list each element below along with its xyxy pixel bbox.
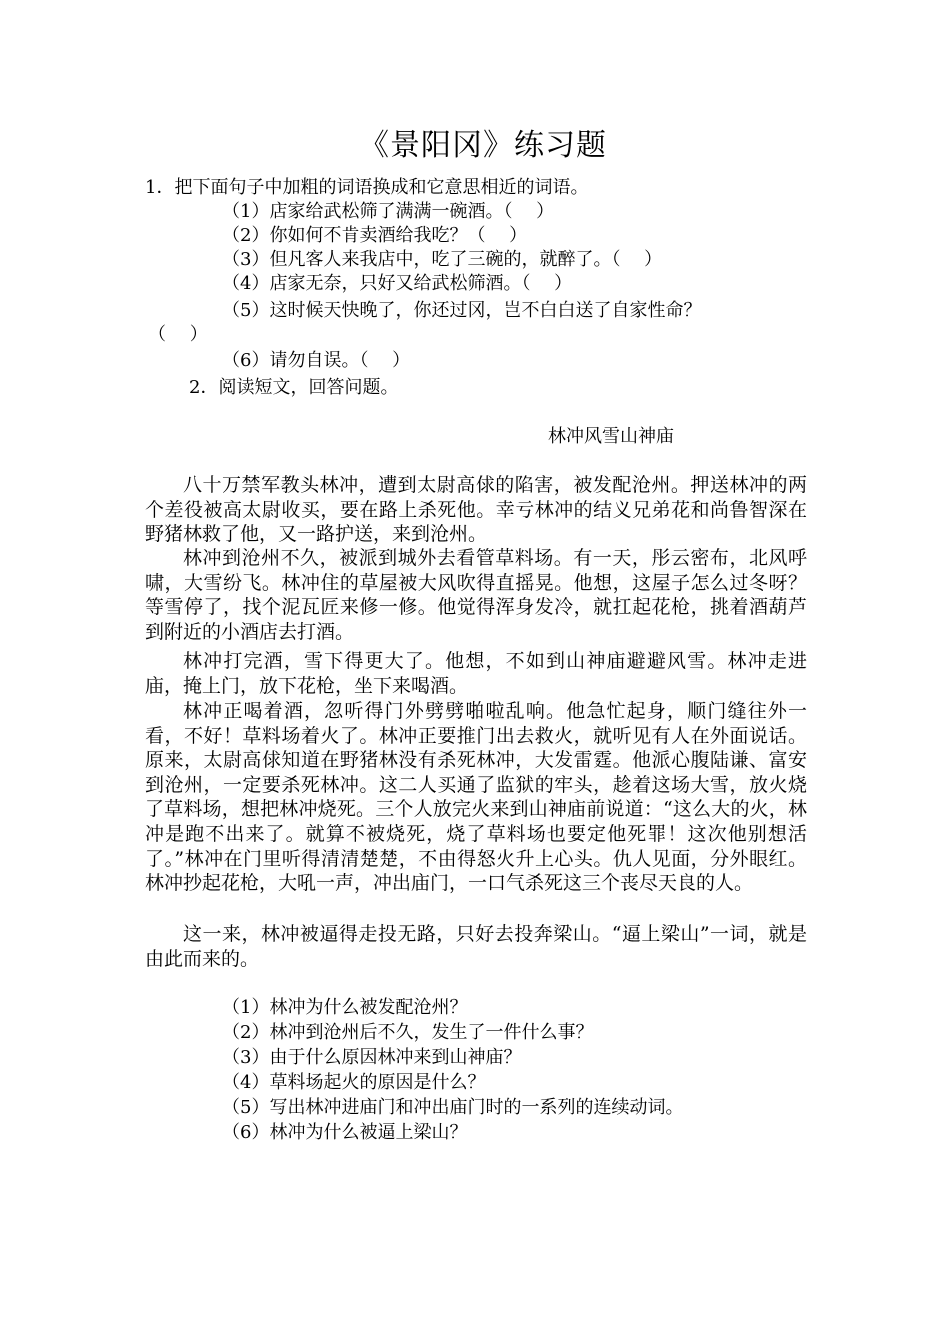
reading-question-4: （4）草料场起火的原因是什么？ (222, 1072, 486, 1093)
article-paragraph: 这一来，林冲被逼得走投无路，只好去投奔梁山。“逼上梁山”一词，就是由此而来的。 (145, 923, 807, 970)
article-paragraph: 林冲打完酒，雪下得更大了。他想，不如到山神庙避避风雪。林冲走进庙，掩上门，放下花枪，坐下来喝酒。 (145, 650, 807, 697)
reading-question-1: （1）林冲为什么被发配沧州？ (222, 997, 468, 1018)
article-paragraph: 林冲到沧州不久，被派到城外去看管草料场。有一天，彤云密布，北风呼啸，大雪纷飞。林冲住的草屋被大风吹得直摇晃。他想，这屋子怎么过冬呀？等雪停了，找个泥瓦匠来修一修。他觉得浑身发冷，就扛起花枪，挑着酒葫芦到附近的小酒店去打酒。 (145, 547, 807, 643)
question-1-heading: 1．把下面句子中加粗的词语换成和它意思相近的词语。 (145, 177, 589, 198)
exercise-item-6: （6）请勿自误。（ ） (222, 350, 411, 371)
page-title: 《景阳冈》练习题 (359, 128, 607, 163)
article-paragraph: 林冲正喝着酒，忽听得门外劈劈啪啦乱响。他急忙起身，顺门缝往外一看，不好！草料场着火了。林冲正要推门出去救火，就听见有人在外面说话。原来，太尉高俅知道在野猪林没有杀死林冲，大发雷霆。他派心腹陆谦、富安到沧州，一定要杀死林冲。这二人买通了监狱的牢头，趁着这场大雪，放火烧了草料场，想把林冲烧死。三个人放完火来到山神庙前说道：“这么大的火，林冲是跑不出来了。就算不被烧死，烧了草料场也要定他死罪！这次他别想活了。”林冲在门里听得清清楚楚，不由得怒火升上心头。仇人见面，分外眼红。林冲抄起花枪，大吼一声，冲出庙门，一口气杀死这三个丧尽天良的人。 (145, 700, 807, 895)
reading-question-2: （2）林冲到沧州后不久，发生了一件什么事？ (222, 1022, 594, 1043)
exercise-item-5: （5）这时候天快晚了，你还过冈，岂不白白送了自家性命？ (222, 300, 702, 321)
exercise-item-5-answer-blank: （ ） (148, 324, 208, 345)
reading-question-3: （3）由于什么原因林冲来到山神庙？ (222, 1047, 522, 1068)
exercise-item-3: （3）但凡客人来我店中，吃了三碗的，就醉了。（ ） (222, 249, 663, 270)
reading-question-6: （6）林冲为什么被逼上梁山？ (222, 1122, 468, 1143)
exercise-item-2: （2）你如何不肯卖酒给我吃？（ ） (222, 225, 528, 246)
reading-question-5: （5）写出林冲进庙门和冲出庙门时的一系列的连续动词。 (222, 1097, 684, 1118)
exercise-item-4: （4）店家无奈，只好又给武松筛酒。（ ） (222, 273, 573, 294)
exercise-item-1: （1）店家给武松筛了满满一碗酒。（ ） (222, 201, 555, 222)
article-title: 林冲风雪山神庙 (548, 426, 674, 447)
question-2-heading: 2．阅读短文，回答问题。 (189, 377, 399, 398)
article-paragraph: 八十万禁军教头林冲，遭到太尉高俅的陷害，被发配沧州。押送林冲的两个差役被高太尉收买，要在路上杀死他。幸亏林冲的结义兄弟花和尚鲁智深在野猪林救了他，又一路护送，来到沧州。 (145, 474, 807, 546)
